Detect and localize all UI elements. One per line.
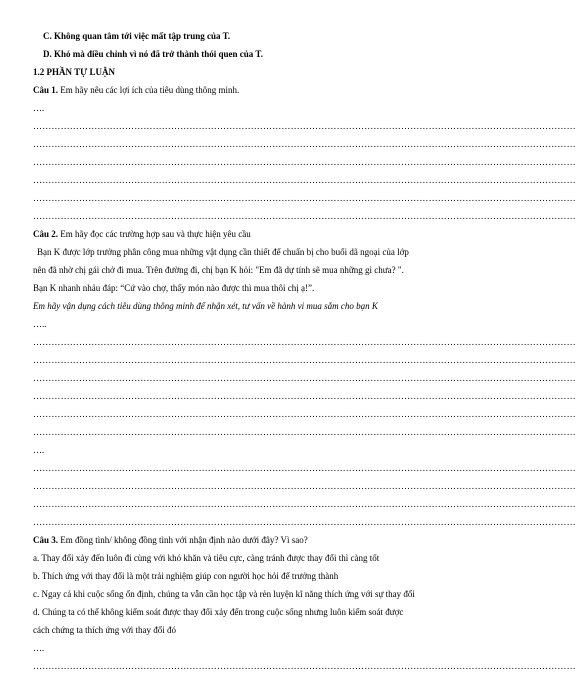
question-2-scenario-line-1: Bạn K được lớp trưởng phân công mua những vật dụng cần thiết để chuẩn bị cho buổi dã ngoại của lớp (37, 247, 409, 257)
answer-line: …………………………………………………………………………………………………………………………………………………………… (33, 337, 576, 347)
question-3-option-c: c. Ngay cả khi cuộc sống ổn định, chúng ta vẫn cần học tập và rèn luyện kĩ năng thích ứng với sự thay đổi (33, 589, 415, 599)
mc-option-c: C. Không quan tâm tới việc mất tập trung của T. (43, 31, 231, 41)
answer-line: …………………………………………………………………………………………………………………………………………………………… (33, 121, 576, 131)
question-2-short-dots-2: …. (33, 445, 45, 455)
question-3-text: Em đồng tình/ không đồng tình với nhận định nào dưới đây? Vì sao? (58, 535, 308, 545)
question-1-short-dots: …. (33, 103, 45, 113)
question-2-scenario-line-3: Bạn K nhanh nhảu đáp: “Cứ vào chợ, thấy món nào được thì mua thôi chị ạ!”. (33, 283, 315, 293)
answer-line: …………………………………………………………………………………………………………………………………………………………… (33, 355, 576, 365)
answer-line: …………………………………………………………………………………………………………………………………………………………… (33, 427, 576, 437)
question-3-option-d-line-2: cách chứng ta thích ứng với thay đổi đó (33, 625, 176, 635)
question-1-label: Câu 1. (33, 85, 59, 95)
question-2-scenario-line-2: nên đã nhờ chị gái chở đi mua. Trên đường đi, chị bạn K hỏi: "Em đã dự tính sẽ mua những gì chưa? ". (33, 265, 404, 275)
question-3-label: Câu 3. (33, 535, 59, 545)
question-3-option-a: a. Thay đổi xảy đến luôn đi cùng với khó khăn và tiêu cực, càng tránh được thay đổi thì càng tốt (33, 553, 380, 563)
question-2-task: Em hãy vận dụng cách tiêu dùng thông minh để nhận xét, tư vấn về hành vi mua sắm cho bạn K (33, 301, 378, 311)
answer-line: …………………………………………………………………………………………………………………………………………………………… (33, 517, 576, 527)
answer-line: …………………………………………………………………………………………………………………………………………………………… (33, 157, 576, 167)
question-3 (33, 531, 421, 549)
question-1-answer-lines (33, 117, 576, 225)
answer-line: …………………………………………………………………………………………………………………………………………………………… (33, 463, 576, 473)
question-1 (33, 81, 421, 99)
answer-line: …………………………………………………………………………………………………………………………………………………………… (33, 391, 576, 401)
question-2-answer-lines-b (33, 459, 576, 531)
section-heading: 1.2 PHẦN TỰ LUẬN (33, 67, 116, 77)
answer-line: …………………………………………………………………………………………………………………………………………………………… (33, 373, 576, 383)
answer-line: …………………………………………………………………………………………………………………………………………………………… (33, 193, 576, 203)
answer-line: …………………………………………………………………………………………………………………………………………………………… (33, 499, 576, 509)
question-2-label: Câu 2. (33, 229, 59, 239)
document-page (33, 0, 576, 675)
question-1-text: Em hãy nêu các lợi ích của tiêu dùng thông minh. (58, 85, 240, 95)
question-2-answer-lines-a (33, 333, 576, 441)
answer-line: …………………………………………………………………………………………………………………………………………………………… (33, 211, 576, 221)
answer-line: …………………………………………………………………………………………………………………………………………………………… (33, 409, 576, 419)
question-2 (33, 225, 421, 243)
answer-line: …………………………………………………………………………………………………………………………………………………………… (33, 139, 576, 149)
answer-line: …………………………………………………………………………………………………………………………………………………………… (33, 481, 576, 491)
question-3-answer-lines (33, 657, 576, 675)
question-2-text: Em hãy đọc các trường hợp sau và thực hiện yêu cầu (58, 229, 251, 239)
answer-line: …………………………………………………………………………………………………………………………………………………………… (33, 175, 576, 185)
question-3-option-b: b. Thích ứng với thay đổi là một trải nghiệm giúp con người học hỏi để trưởng thành (33, 571, 339, 581)
answer-line: …………………………………………………………………………………………………………………………………………………………… (33, 661, 576, 671)
question-3-option-d-line-1: d. Chúng ta có thể không kiểm soát được thay đổi xảy đến trong cuộc sống nhưng luôn kiểm soát được (33, 607, 404, 617)
mc-option-d: D. Khó mà điều chỉnh vì nó đã trở thành thói quen của T. (43, 49, 263, 59)
question-2-short-dots-1: ….. (33, 319, 47, 329)
question-3-short-dots: …. (33, 643, 45, 653)
